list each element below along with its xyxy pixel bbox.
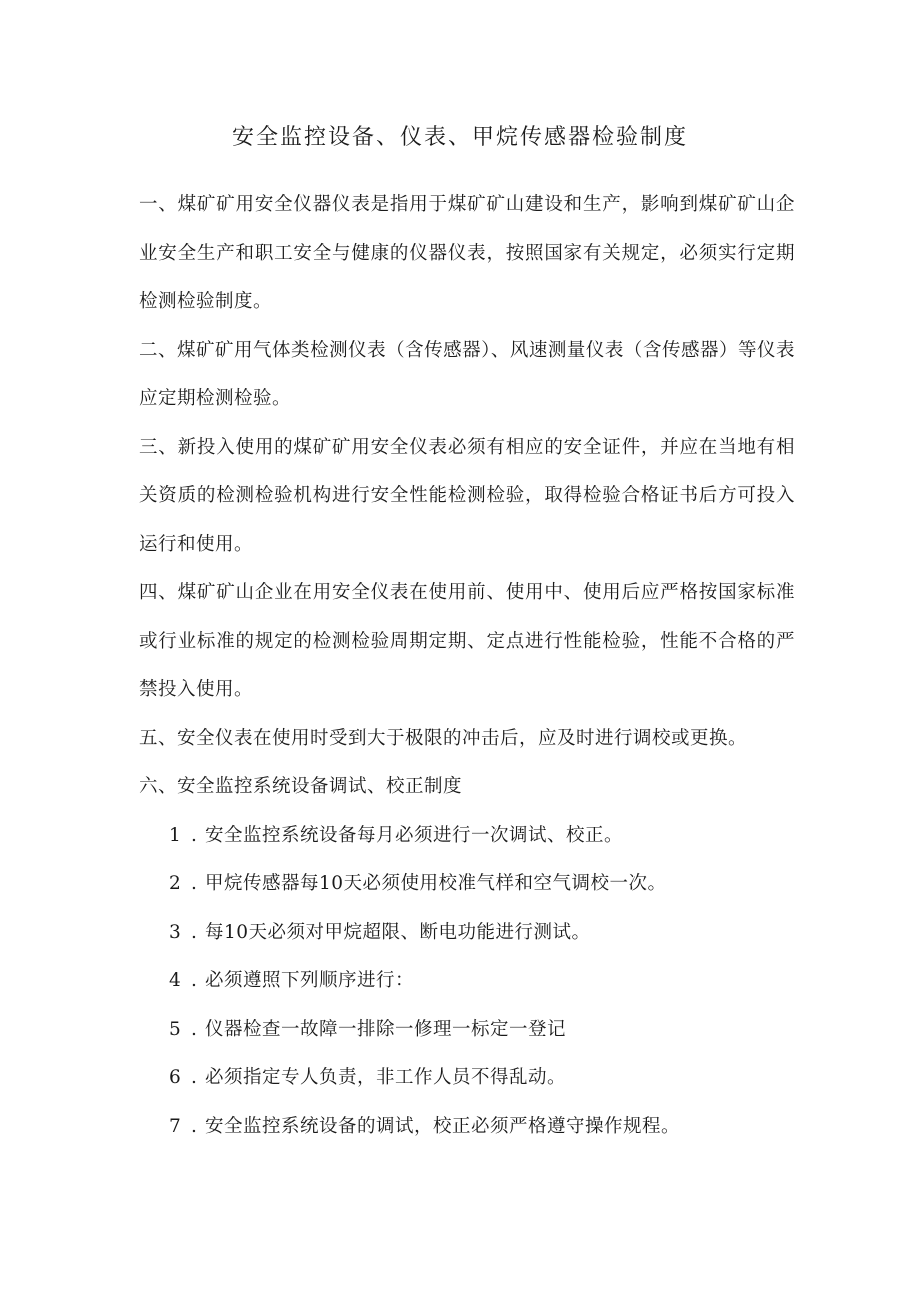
list-item-separator: . xyxy=(191,873,198,894)
list-item-text: 安全监控系统设备的调试，校正必须严格遵守操作规程。 xyxy=(205,1115,681,1137)
list-item-separator: . xyxy=(191,1018,198,1040)
list-item-separator: . xyxy=(191,1115,198,1137)
list-item-number: 5 xyxy=(169,1018,182,1040)
list-item-text: 安全监控系统设备每月必须进行一次调试、校正。 xyxy=(205,824,624,846)
list-item xyxy=(139,812,795,861)
list-item-number: 6 xyxy=(169,1067,182,1088)
document-title: 安全监控设备、仪表、甲烷传感器检验制度 xyxy=(231,125,688,150)
list-item-number: 4 xyxy=(169,970,182,991)
list-item-number: 7 xyxy=(169,1115,182,1137)
list-item-number: 3 xyxy=(169,921,182,943)
document-body xyxy=(139,181,795,1151)
list-item xyxy=(139,957,795,1006)
paragraph-3: 三、新投入使用的煤矿矿用安全仪表必须有相应的安全证件，并应在当地有相关资质的检测检验机构进行安全性能检测检验，取得检验合格证书后方可投入运行和使用。 xyxy=(139,436,795,555)
list-item-text: 仪器检查一故障一排除一修理一标定一登记 xyxy=(205,1018,567,1040)
sub-item-list xyxy=(139,812,795,1152)
list-item xyxy=(139,909,795,958)
list-item-number: 1 xyxy=(169,824,182,846)
list-item xyxy=(139,1054,795,1103)
paragraph-1: 一、煤矿矿用安全仪器仪表是指用于煤矿矿山建设和生产，影响到煤矿矿山企业安全生产和职工安全与健康的仪器仪表，按照国家有关规定，必须实行定期检测检验制度。 xyxy=(139,194,795,312)
list-item-separator: . xyxy=(191,1067,198,1088)
paragraph-6: 六、安全监控系统设备调试、校正制度 xyxy=(139,776,463,797)
paragraph-5: 五、安全仪表在使用时受到大于极限的冲击后，应及时进行调校或更换。 xyxy=(139,727,748,749)
list-item-text: 必须遵照下列顺序进行： xyxy=(205,970,415,991)
list-item-separator: . xyxy=(191,921,198,943)
paragraph-4: 四、煤矿矿山企业在用安全仪表在使用前、使用中、使用后应严格按国家标准或行业标准的规定的检测检验周期定期、定点进行性能检验，性能不合格的严禁投入使用。 xyxy=(139,582,795,700)
list-item-separator: . xyxy=(191,824,198,846)
paragraph-2: 二、煤矿矿用气体类检测仪表（含传感器）、风速测量仪表（含传感器）等仪表应定期检测检验。 xyxy=(139,339,795,409)
list-item-text: 甲烷传感器每10天必须使用校准气样和空气调校一次。 xyxy=(205,873,667,894)
list-item xyxy=(139,1103,795,1152)
list-item-separator: . xyxy=(191,970,198,991)
list-item-text: 每10天必须对甲烷超限、断电功能进行测试。 xyxy=(205,921,591,943)
list-item-number: 2 xyxy=(169,873,182,894)
list-item xyxy=(139,1006,795,1055)
list-item xyxy=(139,860,795,909)
list-item-text: 必须指定专人负责，非工作人员不得乱动。 xyxy=(205,1067,567,1088)
